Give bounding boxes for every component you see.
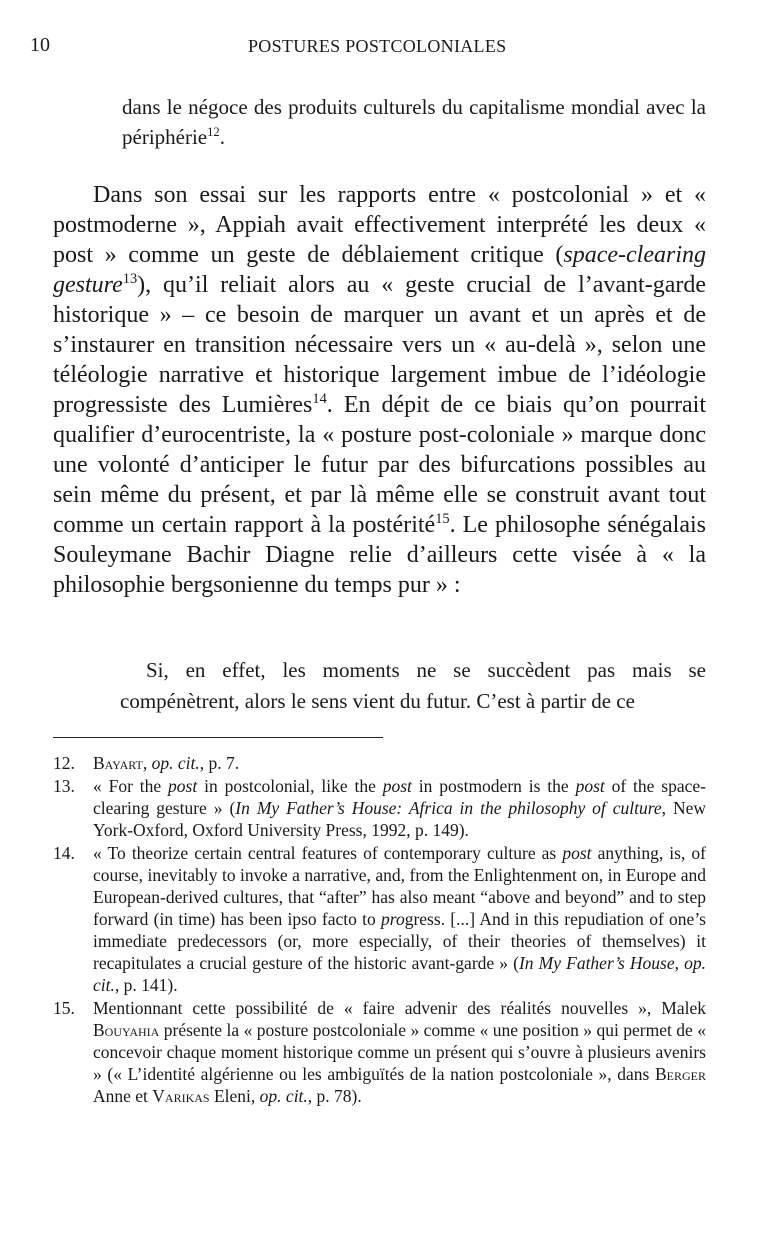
- footnote-italic: post: [575, 776, 605, 796]
- footnote-ref-13[interactable]: 13: [122, 271, 138, 287]
- footnote-text: gress. [...] And in this repudiation of one’s immediate predecessors (or, more especially, of their theories of themselves) it recapitulates a crucial gesture of the historic avant-garde » (: [93, 909, 706, 973]
- footnote-italic: post: [168, 776, 198, 796]
- footnote-text: présente la « posture postcoloniale » comme « une position » qui permet de « concevoir chaque moment historique comme un présent qui s’ouvre à plusieurs avenirs » (« L’identité algérienne ou les ambiguïtés de la nation postcoloniale », dans: [93, 1020, 706, 1084]
- footnote-15: [53, 997, 706, 1107]
- footnote-italic: op. cit.: [93, 953, 707, 995]
- footnote-text: « To theorize certain central features of contemporary culture as: [93, 843, 563, 863]
- footnote-italic: post: [562, 843, 592, 863]
- footnote-book-title: In My Father’s House: Africa in the philosophy of culture: [235, 798, 662, 818]
- footnote-text: in postcolonial, like the: [197, 776, 383, 796]
- footnote-number: 13.: [53, 776, 75, 796]
- continued-quote-end: .: [219, 125, 225, 149]
- paragraph-italic-term: space-clearing gesture: [53, 242, 706, 298]
- footnote-text: , p. 78).: [307, 1086, 362, 1106]
- footnote-text: Mentionnant cette possibilité de « faire advenir des réalités nouvelles », Malek: [93, 998, 706, 1018]
- footnote-ref-12[interactable]: 12: [207, 125, 220, 139]
- footnote-text: anything, is, of course, inevitably to invoke a narrative, and, from the Enlightenment on, in Europe and European-derived cultures, that “after” has also meant “above and beyond” and to step forward (in time) has been ipso facto to: [93, 843, 706, 929]
- footnote-ref-15[interactable]: 15: [435, 511, 450, 527]
- footnote-author: Bayart: [93, 753, 143, 773]
- footnote-ref-14[interactable]: 14: [312, 391, 327, 407]
- footnote-text: Anne et: [93, 1086, 153, 1106]
- footnote-13: [53, 775, 706, 841]
- footnote-text: Eleni,: [209, 1086, 260, 1106]
- footnote-12: [53, 752, 706, 774]
- footnotes: [53, 752, 706, 1108]
- footnote-text: , p. 141).: [114, 975, 178, 995]
- footnote-number: 14.: [53, 843, 75, 863]
- footnote-text: in postmodern is the: [411, 776, 576, 796]
- footnote-text: ,: [674, 953, 685, 973]
- footnote-author: Bouyahia: [93, 1020, 160, 1040]
- footnote-text: of the space-clearing gesture » (: [93, 776, 706, 818]
- footnote-rule: [53, 737, 383, 738]
- footnote-text: , p. 7.: [199, 753, 240, 773]
- running-title: POSTURES POSTCOLONIALES: [248, 36, 507, 56]
- block-quote: [120, 655, 706, 717]
- footnote-italic: op. cit.: [259, 1086, 308, 1106]
- paragraph-part-1: Dans son essai sur les rapports entre « postcolonial » et « postmoderne », Appiah avait effectivement interprété les deux « post » comme un geste de déblaiement critique (: [53, 182, 706, 268]
- footnote-14: [53, 842, 706, 996]
- footnote-italic: pro: [381, 909, 405, 929]
- page-number: 10: [30, 34, 50, 56]
- footnote-book-title: In My Father’s House: [518, 953, 675, 973]
- footnote-text: ,: [142, 753, 152, 773]
- footnote-text: « For the: [93, 776, 169, 796]
- paragraph-part-3: . En dépit de ce biais qu’on pourrait qualifier d’eurocentriste, la « posture post-coloniale » marque donc une volonté d’anticiper le futur par des bifurcations possibles au sein même du présent, et par là même elle se construit avant tout comme un certain rapport à la postérité: [53, 392, 706, 538]
- continued-quote-text: dans le négoce des produits culturels du capitalisme mondial avec la périphérie: [122, 95, 706, 149]
- footnote-italic: op. cit.: [151, 753, 200, 773]
- block-quote-text: Si, en effet, les moments ne se succèdent pas mais se compénètrent, alors le sens vient du futur. C’est à partir de ce: [120, 658, 706, 713]
- running-header: [30, 34, 730, 64]
- footnote-italic: post: [382, 776, 412, 796]
- footnote-number: 15.: [53, 998, 75, 1018]
- paragraph-part-4: . Le philosophe sénégalais Souleymane Bachir Diagne relie d’ailleurs cette visée à « la philosophie bergsonienne du temps pur » :: [53, 512, 707, 598]
- footnote-text: , New York-Oxford, Oxford University Press, 1992, p. 149).: [93, 798, 706, 840]
- paragraph-part-2: ), qu’il reliait alors au « geste crucial de l’avant-garde historique » – ce besoin de marquer un avant et un après et de s’instaurer en transition nécessaire vers un « au-delà », selon une téléologie narrative et historique largement imbue de l’idéologie progressiste des Lumières: [53, 272, 706, 418]
- footnote-number: 12.: [53, 753, 75, 773]
- footnote-author: Varikas: [152, 1086, 210, 1106]
- continued-quote: [122, 92, 706, 152]
- footnote-author: Berger: [654, 1064, 706, 1084]
- main-paragraph: [53, 180, 706, 600]
